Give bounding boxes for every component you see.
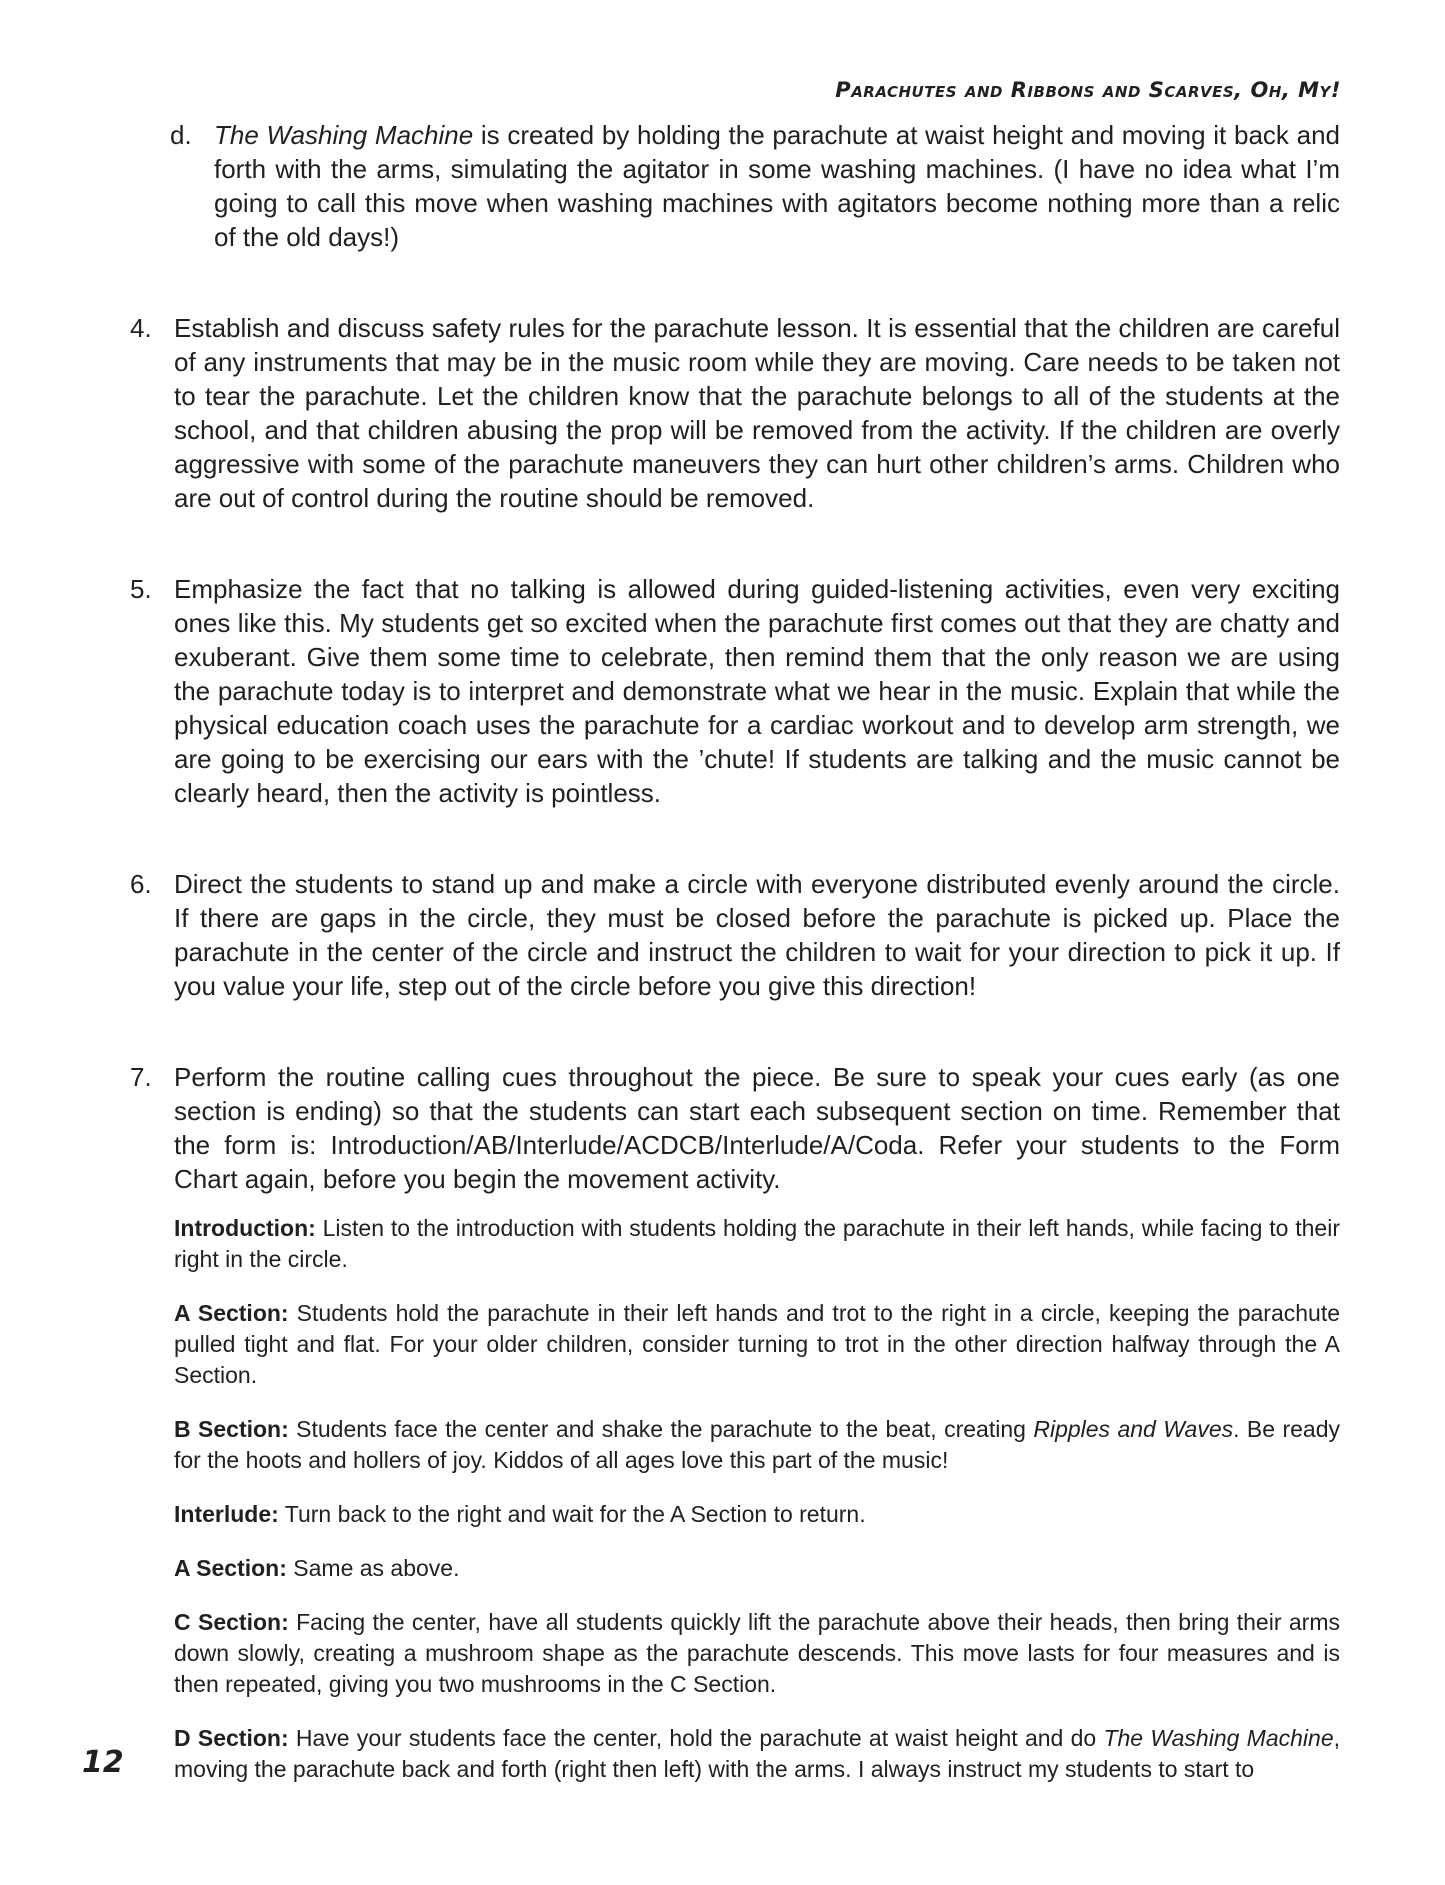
item-text: The Washing Machine is created by holding the parachute at waist height and moving it back and forth with the arms, simulating the agitator in some washing machines. (I have no idea what I’m going to call this move when washing machines with agitators become nothing more than a relic of the old days!) [214, 120, 1340, 252]
item-marker: 6. [130, 869, 152, 899]
item-marker: d. [170, 120, 192, 150]
cue-interlude: Interlude: Turn back to the right and wait for the A Section to return. [174, 1501, 866, 1527]
item-text: Perform the routine calling cues throughout the piece. Be sure to speak your cues early (as one section is ending) so that the students can start each subsequent section on time. Remember that the form is: Introduction/AB/Interlude/ACDCB/Interlude/A/Coda. Refer your students to the Form Chart again, before you begin the movement activity. [174, 1062, 1340, 1194]
item-marker: 4. [130, 313, 152, 343]
term-washing-machine: The Washing Machine [214, 120, 474, 150]
cue-a-section: A Section: Students hold the parachute in their left hands and trot to the right in a circle, keeping the parachute pulled tight and flat. For your older children, consider turning to trot in the other direction halfway through the A Section. [174, 1300, 1340, 1388]
list-item-5 [130, 572, 1340, 810]
cue-d-section: D Section: Have your students face the center, hold the parachute at waist height and do The Washing Machine, moving the parachute back and forth (right then left) with the arms. I always instruct my students to start to [174, 1725, 1340, 1782]
list-item-6 [130, 867, 1340, 1003]
item-text: Establish and discuss safety rules for the parachute lesson. It is essential that the children are careful of any instruments that may be in the music room while they are moving. Care needs to be taken not to tear the parachute. Let the children know that the parachute belongs to all of the students at the school, and that children abusing the prop will be removed from the activity. If the children are overly aggressive with some of the parachute maneuvers they can hurt other children’s arms. Children who are out of control during the routine should be removed. [174, 313, 1340, 513]
page-number: 12 [82, 1745, 124, 1780]
list-item-4 [130, 311, 1340, 515]
page-body [130, 118, 1340, 1808]
cue-list [174, 1213, 1340, 1785]
cue-c-section: C Section: Facing the center, have all students quickly lift the parachute above their heads, then bring their arms down slowly, creating a mushroom shape as the parachute descends. This move lasts for four measures and is then repeated, giving you two mushrooms in the C Section. [174, 1609, 1340, 1697]
cue-introduction: Introduction: Listen to the introduction with students holding the parachute in their left hands, while facing to their right in the circle. [174, 1215, 1340, 1272]
item-marker: 5. [130, 574, 152, 604]
list-item-d [170, 118, 1340, 254]
list-item-7 [130, 1060, 1340, 1196]
item-text: Emphasize the fact that no talking is allowed during guided-listening activities, even very exciting ones like this. My students get so excited when the parachute first comes out that they are chatty and exuberant. Give them some time to celebrate, then remind them that the only reason we are using the parachute today is to interpret and demonstrate what we hear in the music. Explain that while the physical education coach uses the parachute for a cardiac workout and to develop arm strength, we are going to be exercising our ears with the ’chute! If students are talking and the music cannot be clearly heard, then the activity is pointless. [174, 574, 1340, 808]
item-text: Direct the students to stand up and make a circle with everyone distributed evenly around the circle. If there are gaps in the circle, they must be closed before the parachute is picked up. Place the parachute in the center of the circle and instruct the children to wait for your direction to pick it up. If you value your life, step out of the circle before you give this direction! [174, 869, 1340, 1001]
running-header: Parachutes and Ribbons and Scarves, Oh, My! [835, 78, 1341, 102]
cue-a-section-return: A Section: Same as above. [174, 1555, 460, 1581]
cue-b-section: B Section: Students face the center and shake the parachute to the beat, creating Ripples and Waves. Be ready for the hoots and hollers of joy. Kiddos of all ages love this part of the music! [174, 1416, 1340, 1473]
item-marker: 7. [130, 1062, 152, 1092]
